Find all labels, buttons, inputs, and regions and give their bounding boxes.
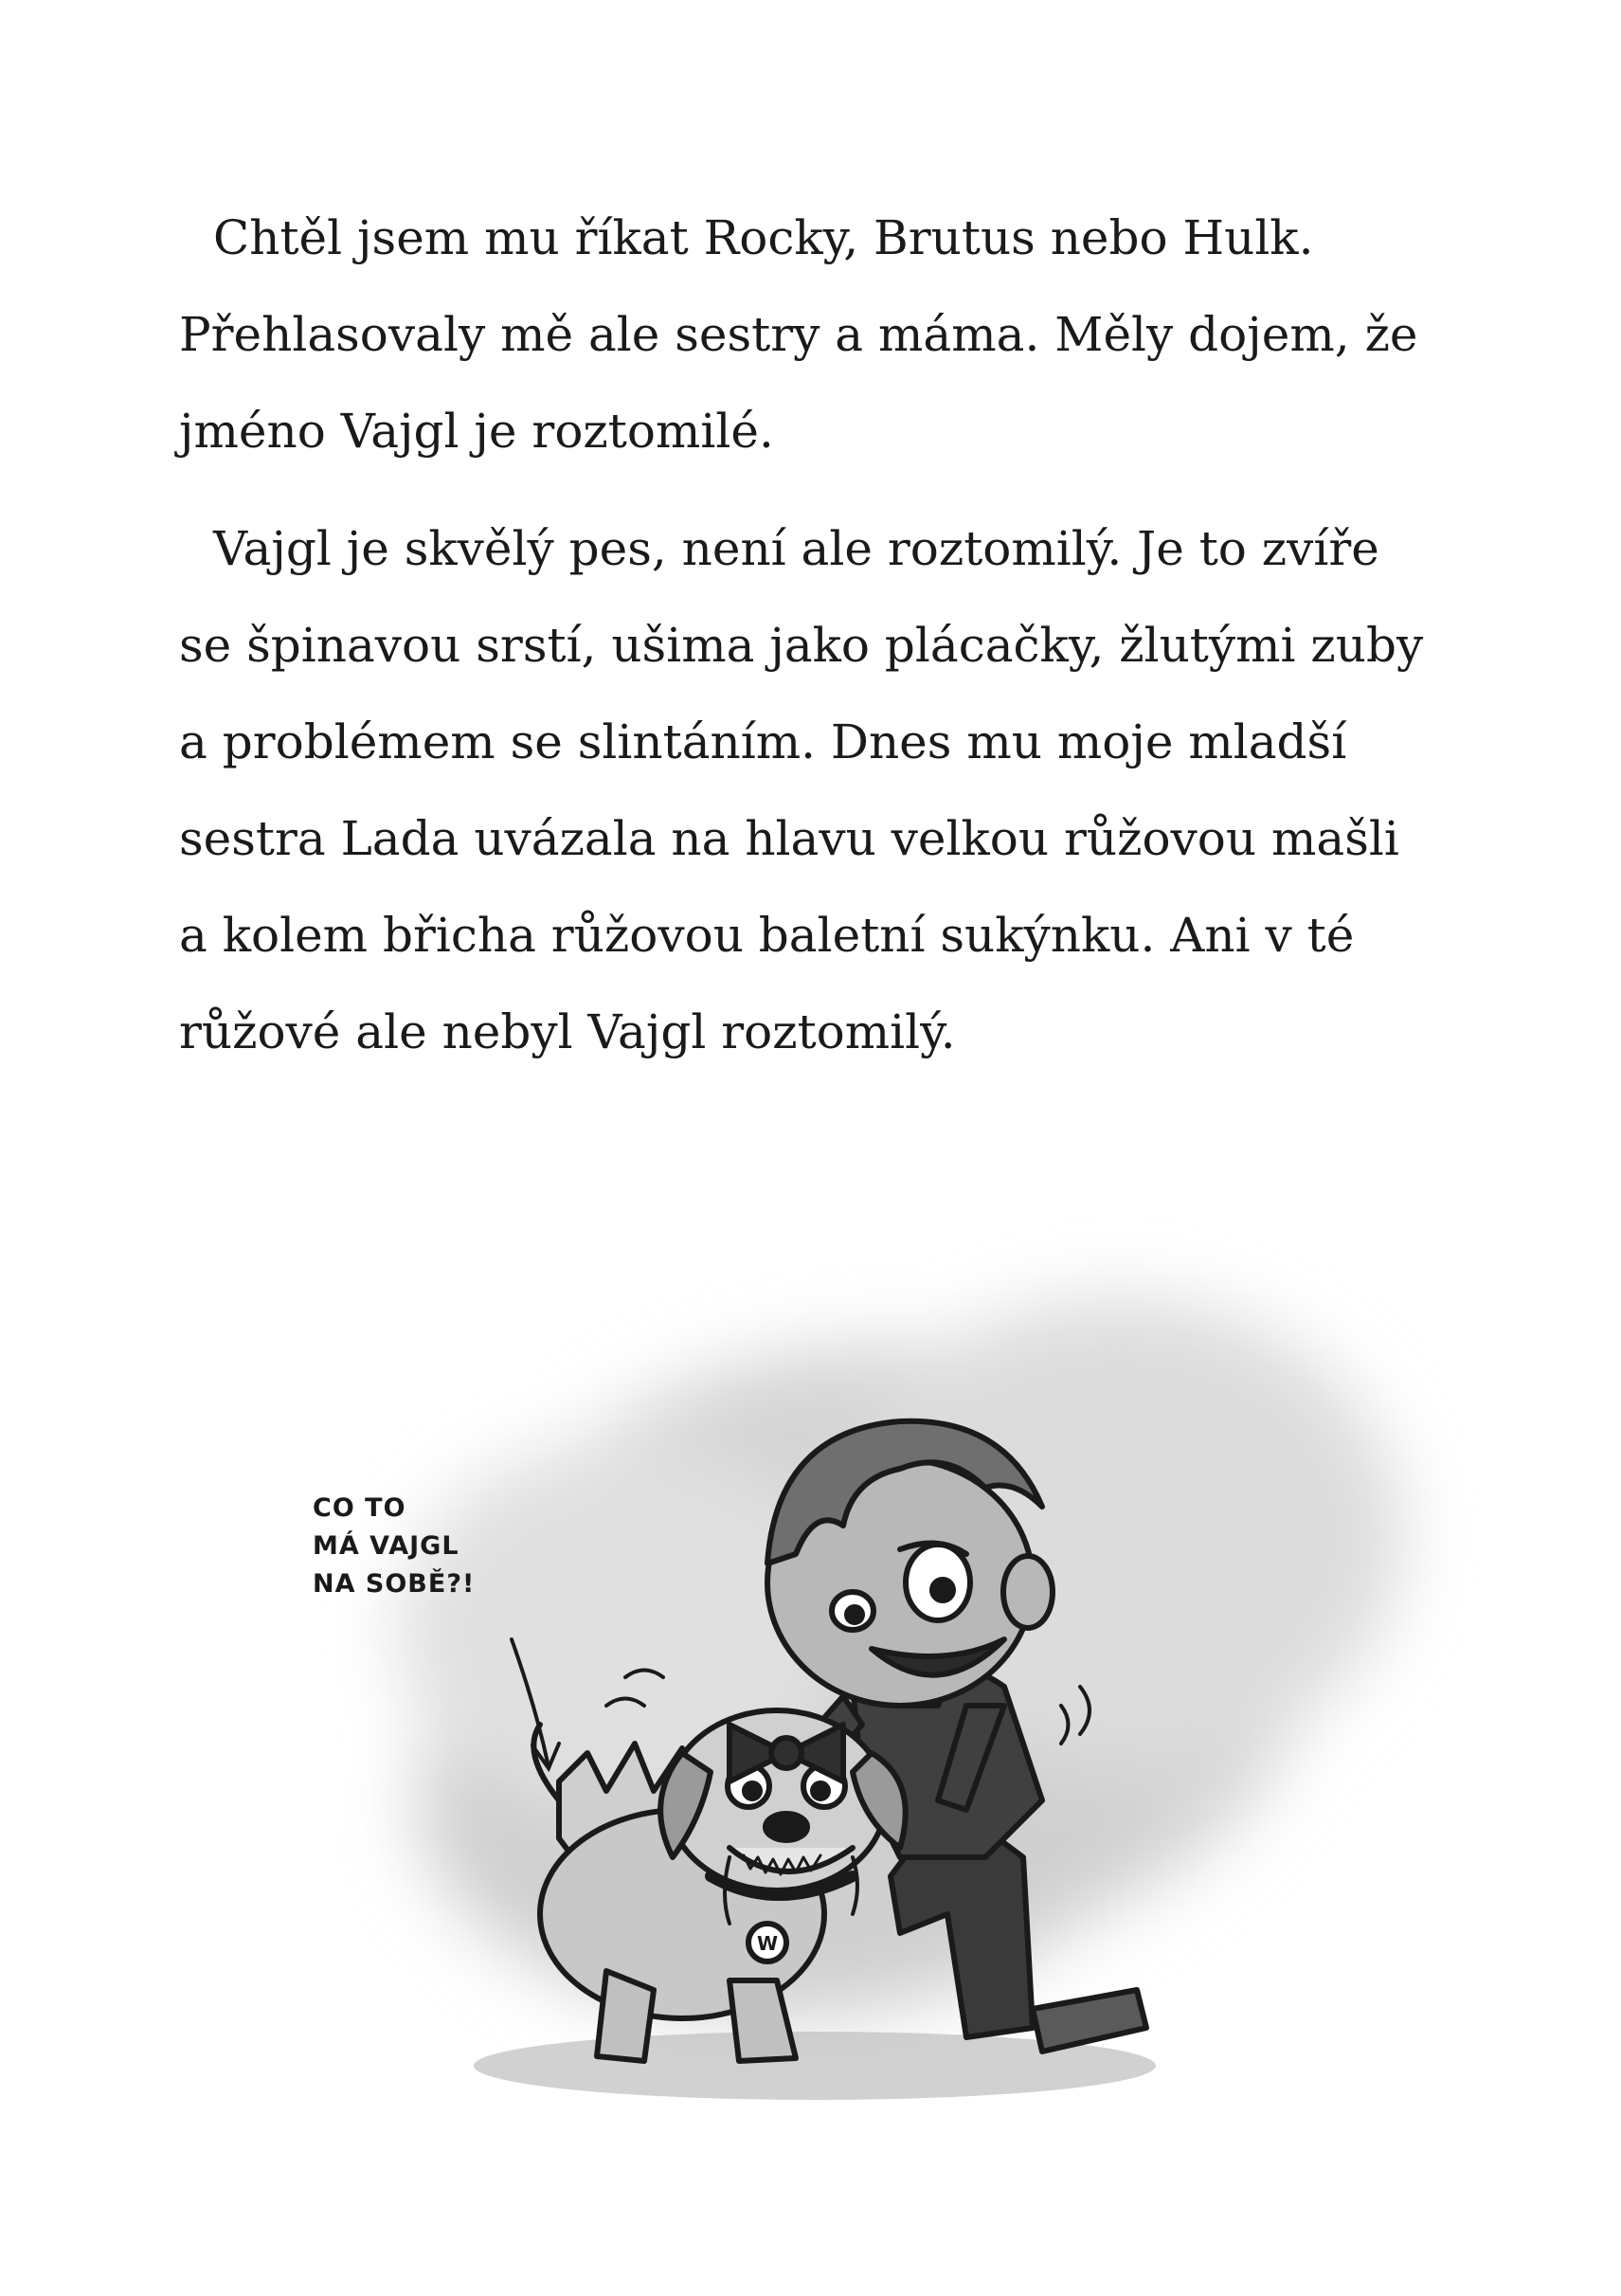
text-line: se špinavou srstí, ušima jako plácačky, žlutými zuby [179,618,1424,673]
text-line: a kolem břicha růžovou baletní sukýnku. Ani v té [179,908,1355,963]
caption-line: NA SOBĚ?! [313,1569,476,1599]
text-line: Vajgl je skvělý pes, není ale roztomilý. Je to zvíře [213,521,1379,576]
caption-line: CO TO [313,1493,406,1523]
body-text [179,190,1449,1080]
paragraph-1 [179,190,1449,479]
text-line: růžové ale nebyl Vajgl roztomilý. [179,1004,956,1059]
text-line: sestra Lada uvázala na hlavu velkou růžovou mašli [179,811,1399,866]
caption-line: MÁ VAJGL [313,1531,459,1561]
text-line: Přehlasovaly mě ale sestry a máma. Měly dojem, že [179,307,1418,362]
text-line: jméno Vajgl je roztomilé. [179,404,774,459]
paragraph-2 [179,500,1449,1080]
text-line: a problémem se slintáním. Dnes mu moje mladší [179,714,1347,769]
text-line: Chtěl jsem mu říkat Rocky, Brutus nebo Hulk. [213,210,1314,265]
illustration-boy-and-dog [284,1194,1478,2142]
collar-tag-letter: W [756,1932,779,1955]
